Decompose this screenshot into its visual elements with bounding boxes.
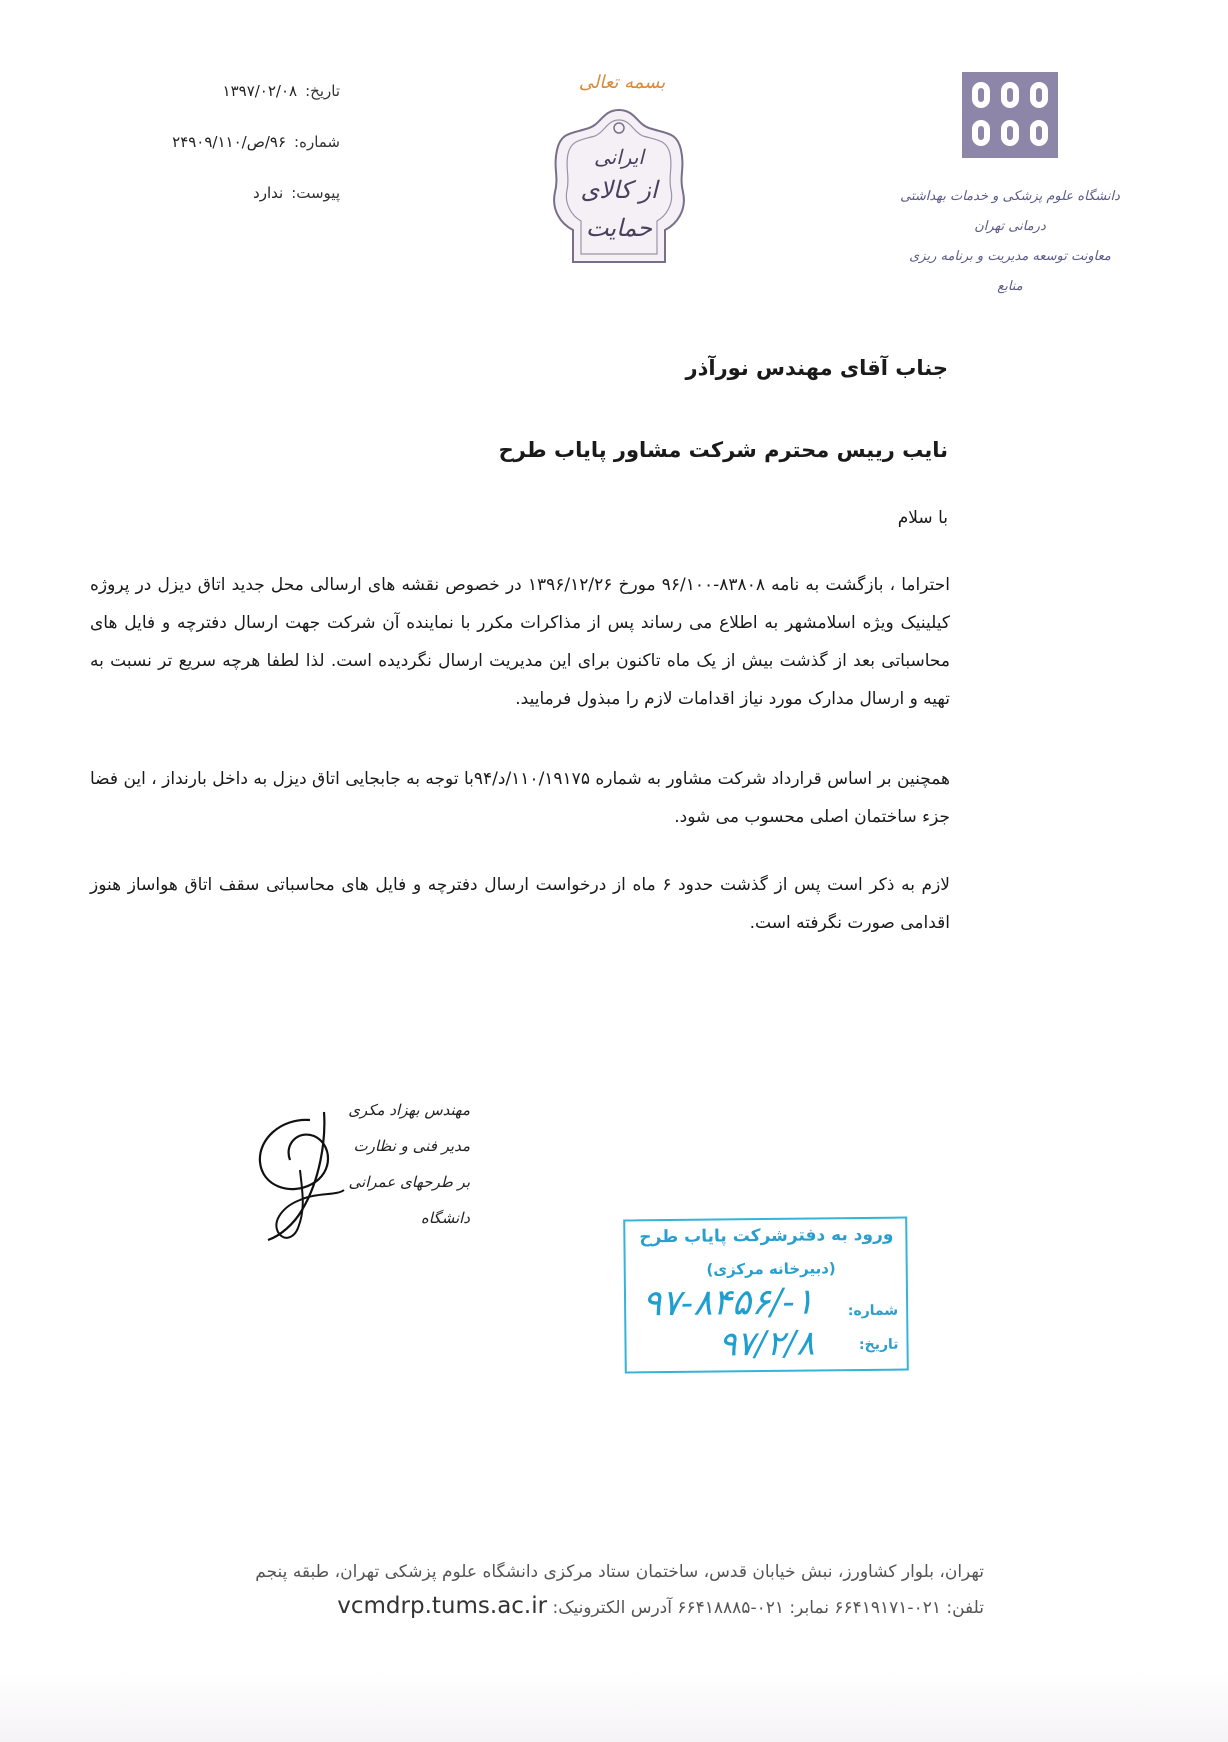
recipient-title: نایب رییس محترم شرکت مشاور پایاب طرح	[498, 438, 948, 462]
footer-address: تهران، بلوار کشاورز، نبش خیابان قدس، ساختمان ستاد مرکزی دانشگاه علوم پزشکی تهران، طبقه پنجم	[255, 1562, 984, 1582]
stamp-date-value: ۹۷/۲/۸	[718, 1323, 815, 1365]
support-iranian-goods-emblem	[545, 72, 693, 272]
stamp-number-label: شماره:	[847, 1302, 899, 1320]
stamp-subtitle: (دبیرخانه مرکزی)	[706, 1259, 836, 1279]
letter-paragraph-1: احتراما ، بازگشت به نامه ۸۳۸۰۸-۹۶/۱۰۰ مورخ ۱۳۹۶/۱۲/۲۶ در خصوص نقشه های ارسالی محل جدید اتاق دیزل در پروژه کیلینیک ویژه اسلامشهر به اطلاع می رساند پس از مذاکرات مکرر با نماینده آن شرکت جهت ارسال دفترچه و فایل های محاسباتی بعد از گذشت بیش از یک ماه تاکنون برای این مدیریت ارسال نگردیده است. لذا لطفا هرچه سریع تر نسبت به تهیه و ارسال مدارک مورد نیاز اقدامات لازم را مبذول فرمایید.	[90, 575, 950, 709]
date-row	[140, 82, 340, 100]
letter-paragraph-3: لازم به ذکر است پس از گذشت حدود ۶ ماه از درخواست ارسال دفترچه و فایل های محاسباتی سقف اتاق هواساز هنوز اقدامی صورت نگرفته است.	[90, 875, 950, 933]
attachment-label: پیوست:	[291, 184, 340, 202]
attachment-row	[140, 184, 340, 202]
svg-text:حمایت: حمایت	[585, 214, 653, 242]
date-label: تاریخ:	[305, 82, 340, 100]
recipient-name: جناب آقای مهندس نورآذر	[685, 356, 948, 380]
date-value: ۱۳۹۷/۰۲/۰۸	[222, 82, 298, 100]
attachment-value: ندارد	[253, 184, 284, 202]
letter-meta	[140, 82, 340, 235]
stamp-title: ورود به دفترشرکت پایاب طرح	[639, 1224, 894, 1248]
number-row	[140, 133, 340, 151]
number-value: ۹۶/ص/۲۴۹۰۹/۱۱۰	[172, 133, 287, 151]
greeting: با سلام	[897, 508, 948, 528]
university-line-1: دانشگاه علوم پزشکی و خدمات بهداشتی درمانی تهران	[900, 189, 1120, 234]
footer-contact-line	[337, 1593, 984, 1619]
letter-paragraph-2: همچنین بر اساس قرارداد شرکت مشاور به شماره ۱۱۰/۱۹۱۷۵/د/۹۴با توجه به جابجایی اتاق دیزل به داخل بارنداز ، این فضا جزء ساختمان اصلی محسوب می شود.	[90, 769, 950, 827]
emblem-frame-icon	[545, 106, 693, 268]
svg-text:از کالای: از کالای	[580, 176, 658, 204]
signer-department: بر طرحهای عمرانی دانشگاه	[348, 1173, 470, 1227]
university-name	[895, 182, 1125, 302]
handwritten-signature-icon	[240, 1100, 350, 1254]
university-line-2: معاونت توسعه مدیریت و برنامه ریزی منابع	[909, 249, 1111, 294]
footer-website: vcmdrp.tums.ac.ir	[337, 1593, 548, 1619]
svg-text:ایرانی: ایرانی	[594, 145, 644, 169]
stamp-date-label: تاریخ:	[858, 1336, 899, 1354]
stamp-number-value: ۱-/۹۷-۸۴۵۶	[642, 1281, 815, 1325]
signer-position: مدیر فنی و نظارت	[353, 1137, 470, 1155]
university-logo-icon	[962, 72, 1058, 158]
scan-background-tint	[0, 1672, 1228, 1742]
number-label: شماره:	[294, 133, 340, 151]
received-stamp	[623, 1217, 909, 1374]
besmeh-taala-text: بسمه تعالی	[578, 72, 666, 93]
footer-contact: تلفن: ۰۲۱-۶۶۴۱۹۱۷۱ نمابر: ۰۲۱-۶۶۴۱۸۸۸۵ آدرس الکترونیک:	[552, 1598, 984, 1618]
signer-name: مهندس بهزاد مکری	[348, 1101, 470, 1119]
